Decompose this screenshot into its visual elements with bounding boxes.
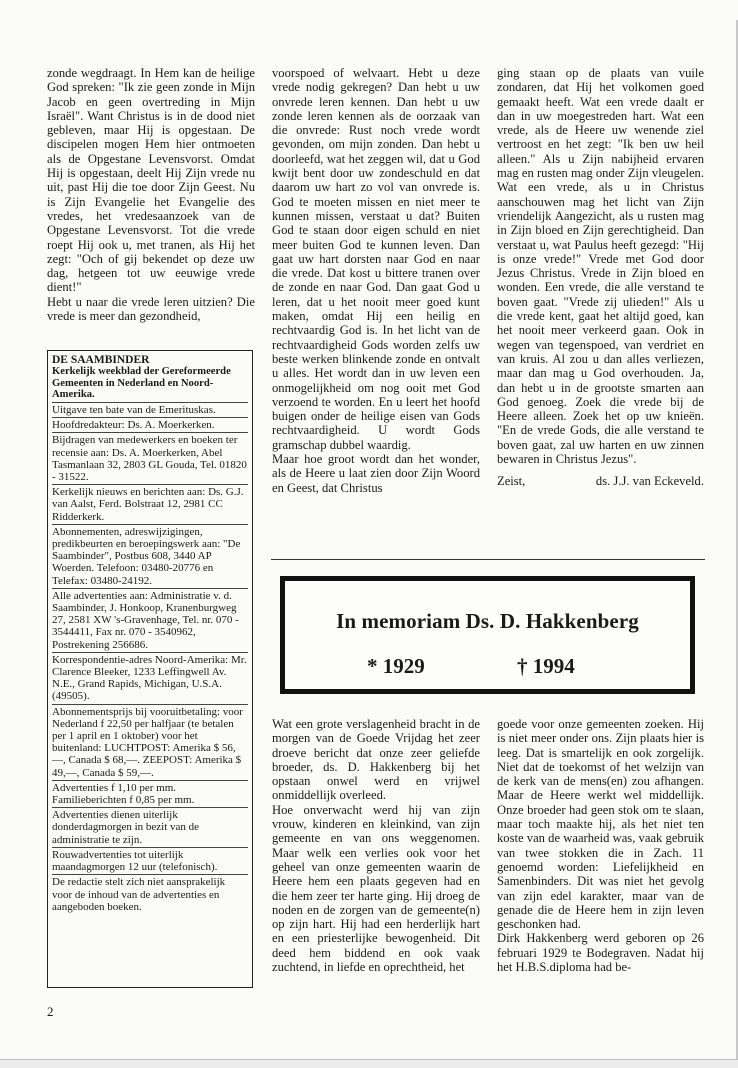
paragraph: voorspoed of welvaart. Hebt u deze vrede nodig gekregen? Dan hebt u uw onvrede leren kennen. Dan hebt u uw zonde leren kennen als de oorzaak van die onvrede: Rust noch vrede wordt gevonden, om mijn zonden. Dan hebt u doorleefd, wat het zeggen wil, dat u God kwijt bent door uw zondeschuld en dat daarom uw hart zo vol van onvrede is. God te moeten missen en niet meer te kunnen missen, verstaat u dat? Buiten God te staan door eigen schuld en niet meer buiten God te kunnen leven. Dan gaat uw hart dorsten naar God en naar die vrede. Dat kost u bittere tranen over de zonde en naar God. Dan gaat God u leren, dat u het nooit meer goed kunt maken, omdat Hij een heilig en rechtvaardig God is. In het licht van de rechtvaardigheid Gods worden zelfs uw beste werken blinkende zonde en ontvalt u alles. Het wordt dan in uw leven een onmogelijkheid om nog ooit met God verzoend te worden. En u leert het hoofd buigen onder de heilige eisen van Gods rechtvaardigheid. U wordt Gods gramschap dubbel waardig. — [272, 66, 480, 452]
memoriam-frame — [280, 576, 695, 694]
colophon-section: Kerkelijk nieuws en berichten aan: Ds. G.J. van Aalst, Ferd. Bolstraat 12, 2981 CC Ridderkerk. — [52, 486, 248, 525]
paragraph: Dirk Hakkenberg werd geboren op 26 februari 1929 te Bodegraven. Nadat hij het H.B.S.diploma had be- — [497, 931, 704, 975]
colophon-section: Abonnementsprijs bij vooruitbetaling: voor Nederland f 22,50 per halfjaar (te betalen per 1 april en 1 oktober) voor het buitenland: LUCHTPOST: Amerika $ 56,—, Canada $ 68,—. ZEEPOST: Amerika $ 49,—, Canada $ 59,—. — [52, 706, 248, 781]
colophon-section: Hoofdredakteur: Ds. A. Moerkerken. — [52, 419, 248, 433]
colophon-section: Advertenties f 1,10 per mm. Familieberichten f 0,85 per mm. — [52, 782, 248, 808]
colophon-section: Korrespondentie-adres Noord-Amerika: Mr. Clarence Bleeker, 1233 Leffingwell Av. N.E., Grand Rapids, Michigan, U.S.A. (49505). — [52, 654, 248, 705]
memoriam-died-year: † 1994 — [517, 654, 575, 678]
memoriam-born-year: * 1929 — [367, 654, 425, 678]
colophon-section: Alle advertenties aan: Administratie v. d. Saambinder, J. Honkoop, Kranenburgweg 27, 2581 XW 's-Gravenhage, Tel. nr. 070 - 3544411, Fax nr. 070 - 3540962, Postrekening 256686. — [52, 590, 248, 653]
page-number: 2 — [47, 1004, 54, 1019]
paragraph: Hebt u naar die vrede leren uitzien? Die vrede is meer dan gezondheid, — [47, 294, 255, 324]
article-column-5 — [497, 717, 704, 974]
paragraph: Wat een grote verslagenheid bracht in de morgen van de Goede Vrijdag het zeer droeve bericht dat onze zeer geliefde broeder, ds. D. Hakkenberg bij het opstaan onwel werd en vrijwel onmiddellijk overleed. — [272, 717, 480, 803]
article-signature — [497, 474, 704, 488]
colophon-subtitle: Kerkelijk weekblad der Gereformeerde Gemeenten in Nederland en Noord-Amerika. — [52, 366, 248, 403]
memoriam-title: In memoriam Ds. D. Hakkenberg — [336, 609, 639, 633]
paragraph: Hoe onverwacht werd hij van zijn vrouw, kinderen en kleinkind, van zijn gemeente en van ons weggenomen. Maar welk een verlies ook voor het geheel van onze gemeenten waarin de Heere hem een plaats gegeven had en die hem zeer ter harte ging. Hij droeg de noden en de zorgen van de gemeente(n) op zijn hart. Hij had een herderlijk hart en een priesterlijke bewogenheid. Dit deed hem biddend en ook vaak zuchtend, in liefde en oprechtheid, het — [272, 802, 480, 975]
article-column-2 — [272, 66, 480, 495]
article-column-3 — [497, 66, 704, 489]
page-bottom-edge — [0, 1059, 738, 1068]
signature-author: ds. J.J. van Eckeveld. — [595, 474, 704, 489]
paragraph: Maar hoe groot wordt dan het wonder, als de Heere u laat zien door Zijn Woord en Geest, dat Christus — [272, 452, 480, 495]
signature-place: Zeist, — [497, 474, 526, 489]
article-column-4 — [272, 717, 480, 974]
colophon-box — [47, 350, 253, 988]
colophon-section: Rouwadvertenties tot uiterlijk maandagmorgen 12 uur (telefonisch). — [52, 849, 248, 875]
paragraph: goede voor onze gemeenten zoeken. Hij is niet meer onder ons. Zijn plaats hier is leeg. Dat is smartelijk en ook zorgelijk. Niet dat de toekomst of het welzijn van de kerk van de mens(en) zou afhangen. Maar de Heere werkt wel middellijk. Onze broeder had geen stok om te slaan, maar toch maakte hij, als het niet ten koste van de waarheid was, vaak gebruik van twee stokken die in Zach. 11 genoemd worden: Liefelijkheid en Samenbinders. Dit was niet het gevolg van zijn edel karakter, maar van de genade die de Heere hem in zijn leven geschonken had. — [497, 717, 704, 932]
colophon-section: Uitgave ten bate van de Emerituskas. — [52, 404, 248, 418]
colophon-section: De redactie stelt zich niet aansprakelijk voor de inhoud van de advertenties en aangeboden boeken. — [52, 876, 226, 913]
colophon-title: DE SAAMBINDER — [52, 354, 150, 366]
article-column-1 — [47, 66, 255, 323]
colophon-section: Abonnementen, adreswijzigingen, predikbeurten en beroepingswerk aan: "De Saambinder", Postbus 608, 3440 AP Woerden. Telefoon: 03480-20776 en Telefax: 03480-24192. — [52, 526, 248, 589]
paragraph: zonde wegdraagt. In Hem kan de heilige God spreken: "Ik zie geen zonde in Mijn Jacob en geen overtreding in Mijn Israël". Want Christus is in de dood niet gebleven, maar Hij is opgestaan. De discipelen mogen Hem hier ontmoeten als de Opgestane Levensvorst. Omdat Hij is opgestaan, deelt Hij Zijn vrede nu uit, past Hij die toe door Zijn Geest. Nu is Zijn Evangelie het Evangelie des vredes, het vredesaanzoek van de Opgestane Levensvorst. Tot die vrede roept Hij ook u, met tranen, als Hij het zegt: "Och of gij bekendet op deze uw dag, hetgeen tot uw eeuwige vrede dient!" — [47, 66, 255, 295]
paragraph: ging staan op de plaats van vuile zondaren, dat Hij het volkomen goed gemaakt heeft. Wat een vrede daalt er dan in uw moegestreden hart. Wat een vrede, als de Heere uw wenende ziel vertroost en het zegt: "Ik ben uw heil alleen." Als u Zijn nabijheid ervaren mag en rusten mag onder Zijn vleugelen. Wat een vrede, als u in Christus aanschouwen mag het licht van Zijn vriendelijk Aangezicht, als u rusten mag in Zijn bloed en Zijn gerechtigheid. Dan verstaat u, wat Paulus heeft gezegd: "Hij is onze vrede!" Vrede met God door Jezus Christus. Vrede in Zijn bloed en wonden. Een vrede, die alle verstand te boven gaat. "Vrede zij ulieden!" Als u die vrede kent, gaat het altijd goed, kan het nooit meer verkeerd gaan. Ook in wegen van tegenspoed, van verdriet en van kruis. Al zou u dan alles verliezen, maar dan mag u God overhouden. Ja, dan hebt u in de grootste smarten aan God genoeg. Zoek die vrede bij de Heere alleen. Zoek het op uw knieën. "En de vrede Gods, die alle verstand te boven gaat, zal uw harten en uw zinnen bewaren in Christus Jezus". — [497, 66, 704, 467]
colophon-section: Advertenties dienen uiterlijk donderdagmorgen in bezit van de administratie te zijn. — [52, 809, 248, 848]
colophon-section: Bijdragen van medewerkers en boeken ter recensie aan: Ds. A. Moerkerken, Abel Tasmanlaan 32, 2803 GL Gouda, Tel. 01820 - 31522. — [52, 434, 248, 485]
memoriam-header — [271, 559, 705, 705]
